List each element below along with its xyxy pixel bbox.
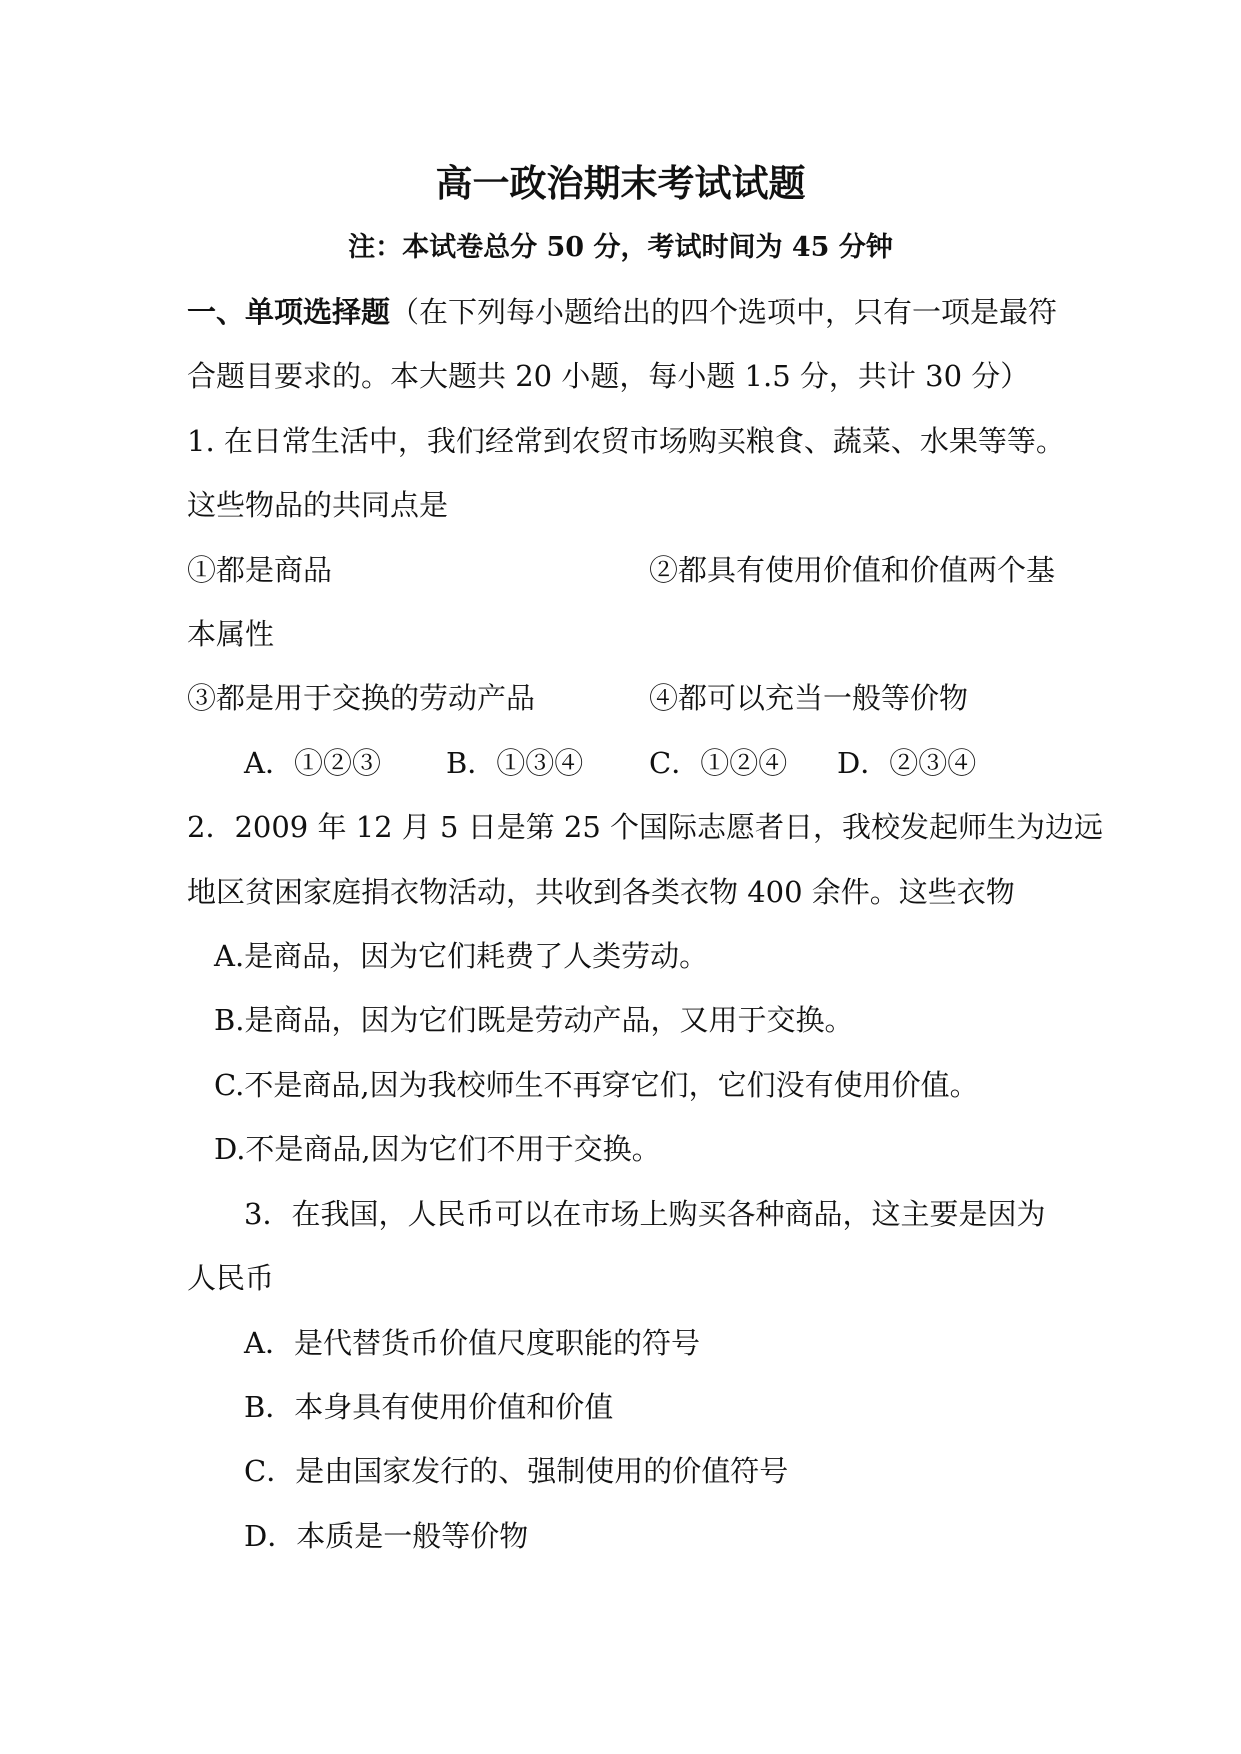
question-1-item-4: ④都可以充当一般等价物 (649, 681, 969, 715)
question-1-item-3: ③都是用于交换的劳动产品 (187, 681, 536, 715)
question-3-option-d: D．本质是一般等价物 (244, 1519, 529, 1553)
question-1-option-a: A．①②③ (244, 746, 381, 780)
question-3-stem: 3．在我国，人民币可以在市场上购买各种商品，这主要是因为 (244, 1197, 1046, 1231)
question-1-option-c: C．①②④ (649, 746, 788, 780)
page-title: 高一政治期末考试试题 (435, 161, 806, 205)
section-1-header (187, 294, 1057, 330)
section-1-instructions-cont: 合题目要求的。本大题共 20 小题，每小题 1.5 分，共计 30 分） (187, 359, 1030, 393)
question-3-option-a: A．是代替货币价值尺度职能的符号 (244, 1326, 700, 1360)
question-2-option-a: A.是商品，因为它们耗费了人类劳动。 (214, 939, 709, 973)
question-3-option-c: C．是由国家发行的、强制使用的价值符号 (244, 1454, 789, 1488)
section-1-heading: 一、单项选择题 (187, 295, 391, 329)
question-1-option-b: B．①③④ (446, 746, 584, 780)
question-1-option-d: D．②③④ (837, 746, 977, 780)
question-1-stem: 1. 在日常生活中，我们经常到农贸市场购买粮食、蔬菜、水果等等。 (187, 424, 1065, 458)
exam-note: 注：本试卷总分 50 分，考试时间为 45 分钟 (348, 232, 893, 263)
question-1-item-1: ①都是商品 (187, 553, 333, 587)
question-2-stem: 2．2009 年 12 月 5 日是第 25 个国际志愿者日，我校发起师生为边远 (187, 810, 1104, 844)
question-2-option-b: B.是商品，因为它们既是劳动产品，又用于交换。 (214, 1003, 854, 1037)
question-1-stem-cont: 这些物品的共同点是 (187, 488, 449, 522)
question-2-option-d: D.不是商品,因为它们不用于交换。 (214, 1132, 661, 1166)
question-1-item-2: ②都具有使用价值和价值两个基 (649, 553, 1056, 587)
section-1-instructions: （在下列每小题给出的四个选项中，只有一项是最符 (390, 295, 1058, 329)
question-2-option-c: C.不是商品,因为我校师生不再穿它们，它们没有使用价值。 (214, 1068, 979, 1102)
question-3-option-b: B．本身具有使用价值和价值 (244, 1390, 614, 1424)
question-2-stem-cont: 地区贫困家庭捐衣物活动，共收到各类衣物 400 余件。这些衣物 (187, 875, 1015, 909)
question-3-stem-cont: 人民币 (187, 1261, 275, 1295)
question-1-item-2-cont: 本属性 (187, 617, 275, 651)
